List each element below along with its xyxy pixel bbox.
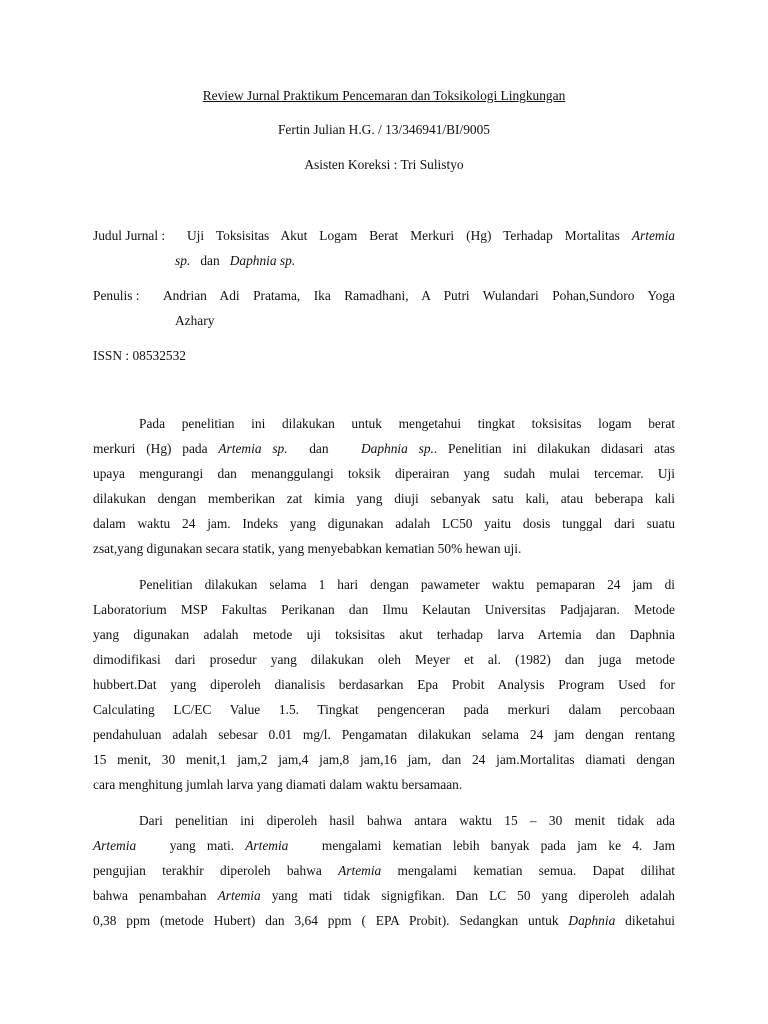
p3-l4-species: Artemia (217, 888, 261, 903)
judul-label: Judul Jurnal : (93, 228, 166, 243)
p1-line-1: Pada penelitian ini dilakukan untuk mengetahui tingkat toksisitas logam berat (139, 416, 675, 431)
p3-line-5 (93, 913, 675, 929)
p3-line-2 (93, 838, 675, 854)
judul-line-1 (187, 228, 675, 244)
p1-line-2 (93, 441, 675, 457)
p2-line-1: Penelitian dilakukan selama 1 hari dengan pawameter waktu pemaparan 24 jam di (139, 577, 675, 592)
p3-line-3 (93, 863, 675, 879)
p2-line-5: hubbert.Dat yang diperoleh dianalisis berdasarkan Epa Probit Analysis Program Used for (93, 677, 675, 692)
penulis-line-2: Azhary (175, 313, 215, 328)
p3-l5-species: Daphnia (568, 913, 616, 928)
p1-line-4: dilakukan dengan memberikan zat kimia yang diuji sebanyak satu kali, atau beberapa kali (93, 491, 675, 506)
p1-l2-c: . Penelitian ini dilakukan didasari atas (433, 441, 675, 456)
author-line: Fertin Julian H.G. / 13/346941/BI/9005 (277, 122, 490, 137)
judul-dan: dan (200, 253, 220, 268)
p1-line-6: zsat,yang digunakan secara statik, yang menyebabkan kematian 50% hewan uji. (93, 541, 522, 556)
p3-l2-b: mengalami kematian lebih banyak pada jam ke 4. Jam (321, 838, 675, 853)
p3-l4-b: yang mati tidak signigfikan. Dan LC 50 yang diperoleh adalah (260, 888, 675, 903)
judul-line-2 (175, 253, 295, 269)
assistant-line: Asisten Koreksi : Tri Sulistyo (304, 157, 464, 172)
p1-l2-species-1: Artemia sp. (218, 441, 288, 456)
p1-l2-dan: dan (309, 441, 329, 456)
penulis-label: Penulis : (93, 288, 140, 303)
p2-line-9: cara menghitung jumlah larva yang diamati dalam waktu bersamaan. (93, 777, 463, 792)
p3-l2-a: yang mati. (169, 838, 235, 853)
p1-l2-species-2: Daphnia sp. (360, 441, 434, 456)
p3-l3-b: mengalami kematian semua. Dapat dilihat (397, 863, 675, 878)
p2-line-4: dimodifikasi dari prosedur yang dilakukan oleh Meyer et al. (1982) dan juga metode (93, 652, 675, 667)
p3-line-1: Dari penelitian ini diperoleh hasil bahwa antara waktu 15 – 30 menit tidak ada (139, 813, 675, 828)
p2-line-2: Laboratorium MSP Fakultas Perikanan dan Ilmu Kelautan Universitas Padjajaran. Metode (93, 602, 675, 617)
issn: ISSN : 08532532 (93, 348, 187, 363)
p3-l2-species-1: Artemia (93, 838, 137, 853)
p1-l2-a: merkuri (Hg) pada (93, 441, 208, 456)
p2-line-8: 15 menit, 30 menit,1 jam,2 jam,4 jam,8 jam,16 jam, dan 24 jam.Mortalitas diamati dengan (93, 752, 675, 767)
judul-species-1b: sp. (175, 253, 191, 268)
p1-line-3: upaya mengurangi dan menanggulangi toksik diperairan yang sudah mulai tercemar. Uji (93, 466, 675, 481)
judul-text: Uji Toksisitas Akut Logam Berat Merkuri (Hg) Terhadap Mortalitas (187, 228, 620, 243)
p3-l3-a: pengujian terakhir diperoleh bahwa (93, 863, 322, 878)
p2-line-7: pendahuluan adalah sebesar 0.01 mg/l. Pengamatan dilakukan selama 24 jam dengan rentang (93, 727, 675, 742)
p3-l4-a: bahwa penambahan (93, 888, 207, 903)
document-title: Review Jurnal Praktikum Pencemaran dan Toksikologi Lingkungan (202, 88, 566, 103)
p3-l5-b: diketahui (615, 913, 675, 928)
judul-species-1: Artemia (631, 228, 675, 243)
p3-l5-a: 0,38 ppm (metode Hubert) dan 3,64 ppm ( EPA Probit). Sedangkan untuk (93, 913, 559, 928)
p2-line-6: Calculating LC/EC Value 1.5. Tingkat pengenceran pada merkuri dalam percobaan (93, 702, 675, 717)
p3-line-4 (93, 888, 675, 904)
judul-species-2: Daphnia sp. (229, 253, 296, 268)
penulis-line-1: Andrian Adi Pratama, Ika Ramadhani, A Putri Wulandari Pohan,Sundoro Yoga (163, 288, 675, 303)
p3-l3-species: Artemia (338, 863, 382, 878)
p3-l2-species-2: Artemia (245, 838, 289, 853)
p2-line-3: yang digunakan adalah metode uji toksisitas akut terhadap larva Artemia dan Daphnia (93, 627, 675, 642)
p1-line-5: dalam waktu 24 jam. Indeks yang digunakan adalah LC50 yaitu dosis tunggal dari suatu (93, 516, 675, 531)
